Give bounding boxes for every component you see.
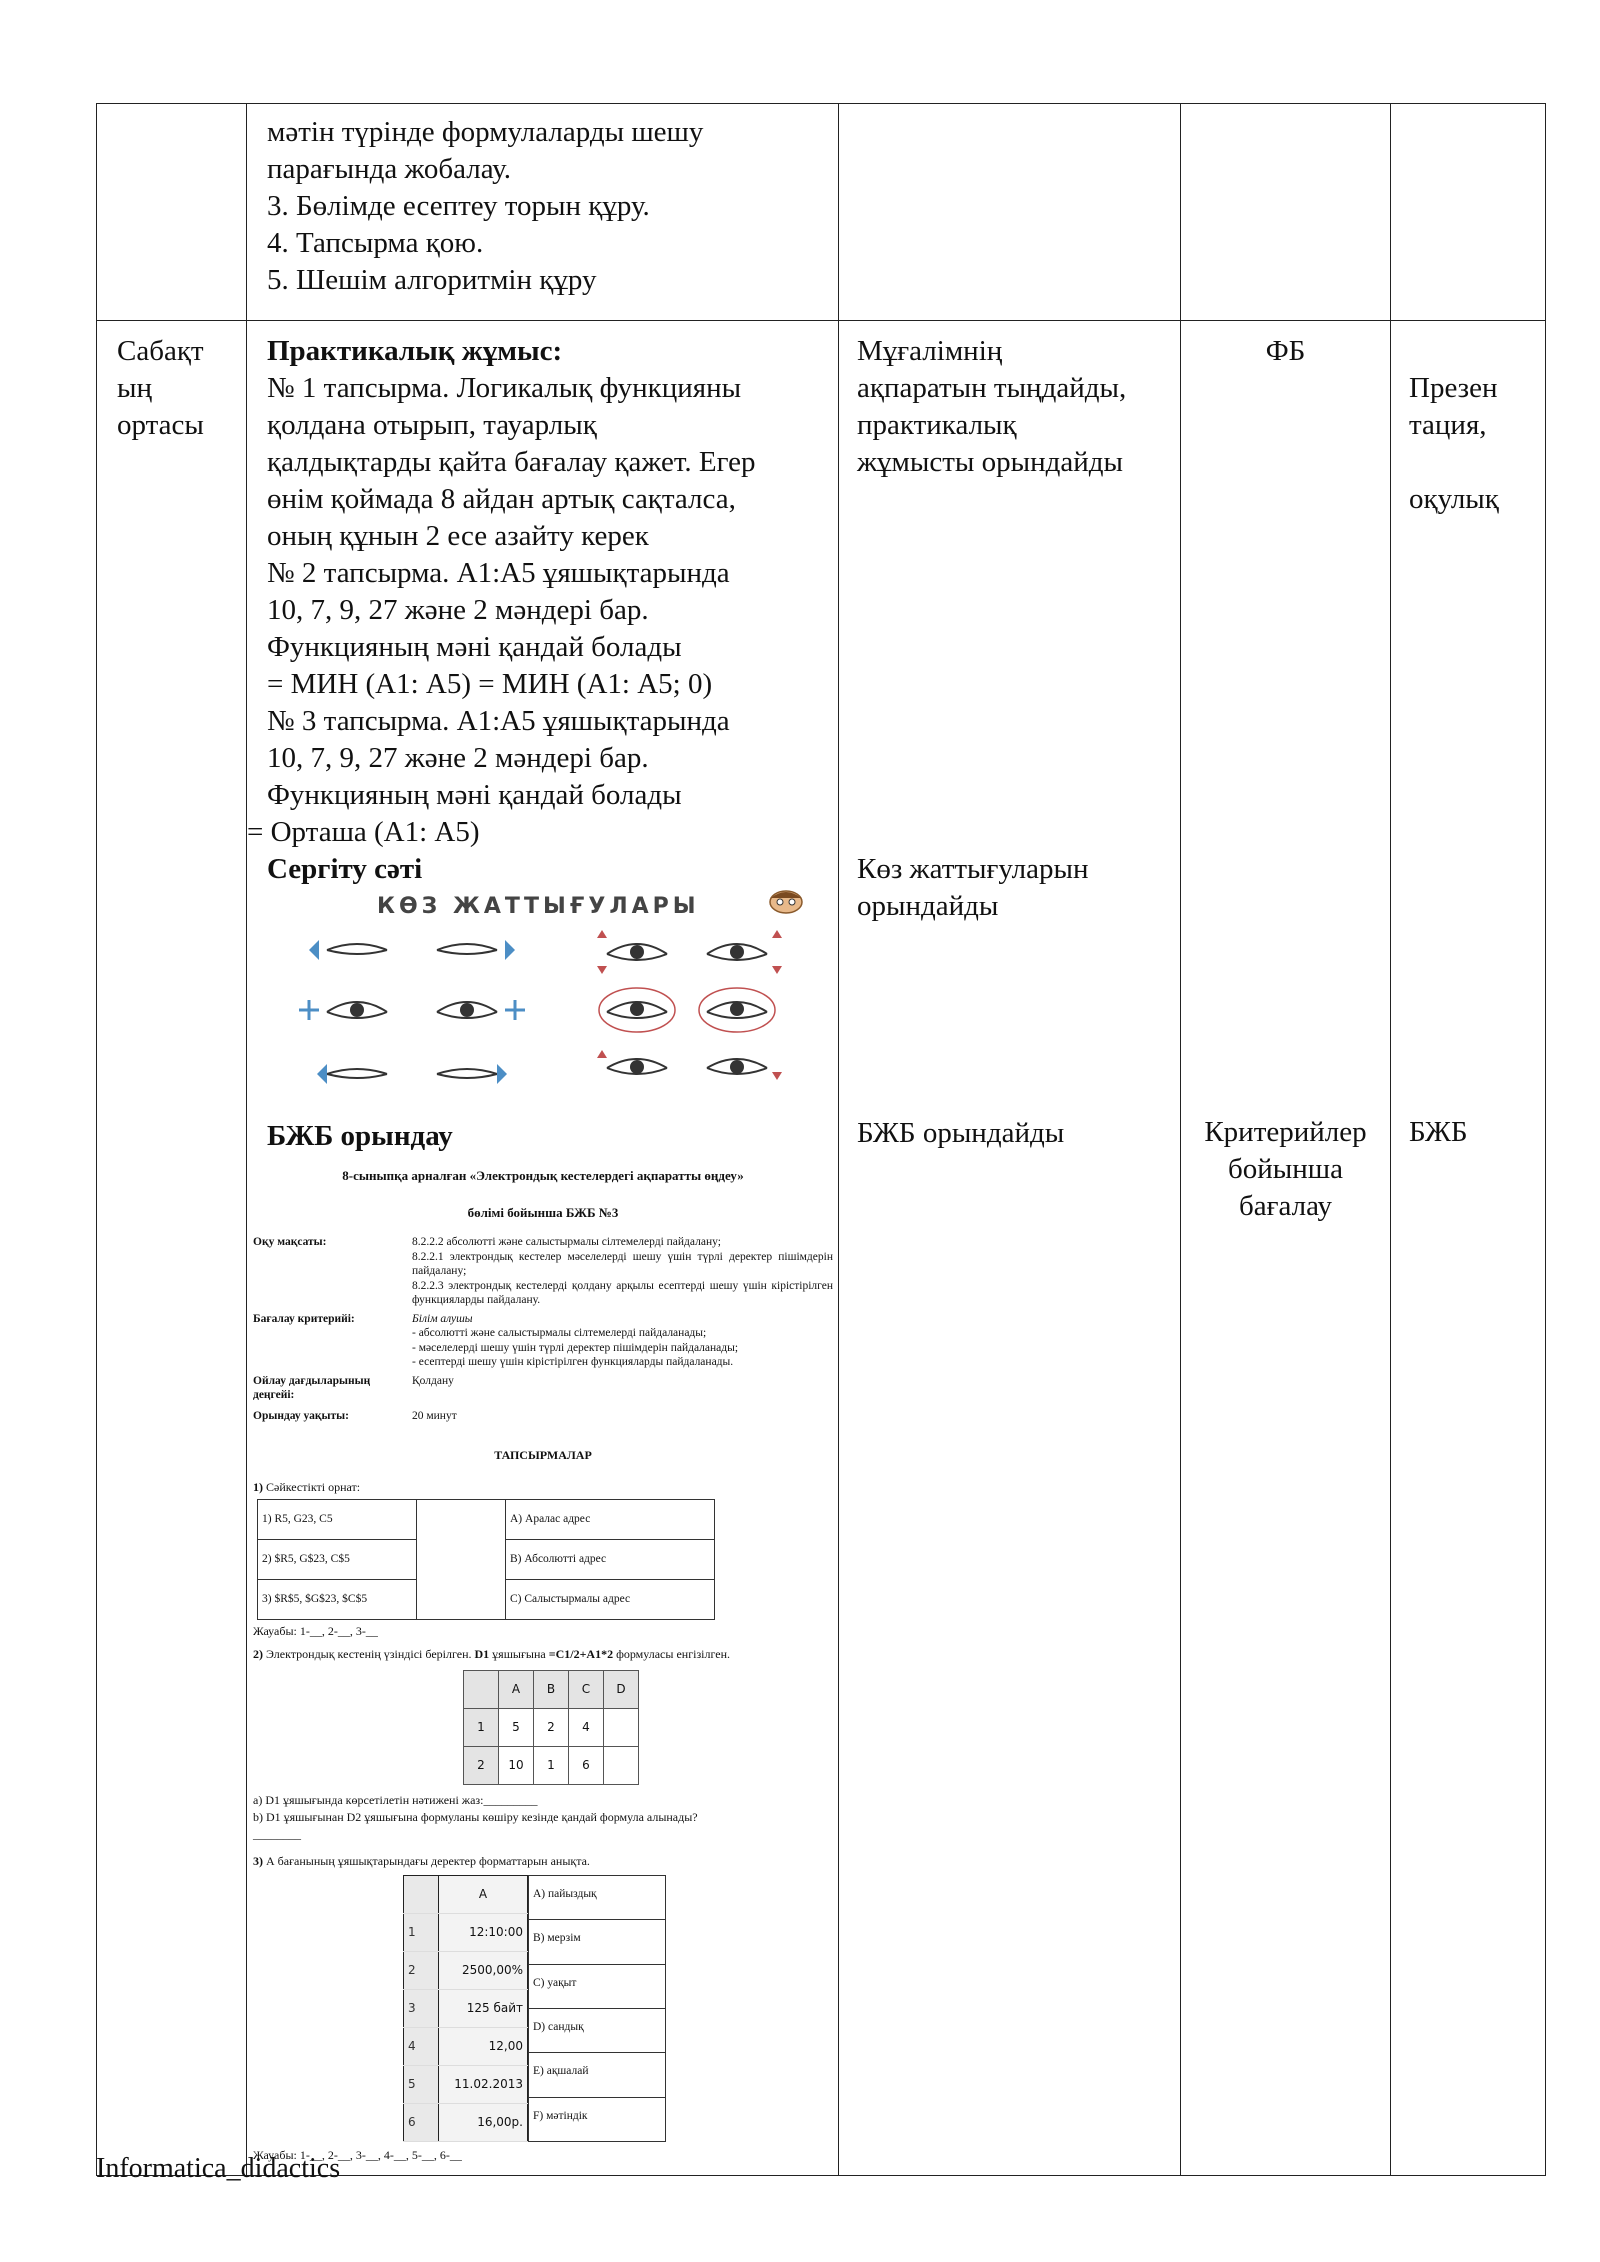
goal-text — [412, 1235, 833, 1308]
table-cell: D) сандық — [529, 2008, 666, 2052]
table-cell — [604, 1747, 639, 1785]
goal-label: Оқу мақсаты: — [253, 1236, 327, 1248]
table-cell: В) Абсолютті адрес — [506, 1540, 715, 1580]
practical-work-title: Практикалық жұмыс: — [267, 335, 563, 367]
text-line: парағында жобалау. — [267, 153, 511, 185]
q-cell: D1 — [474, 1647, 490, 1661]
criteria-line: - мәселелерді шешу үшін түрлі деректер пішімдерін пайдаланады; — [412, 1341, 739, 1354]
answer-line: Жауабы: 1-__, 2-__, 3-__ — [253, 1624, 378, 1638]
sub-question: b) D1 ұяшығынан D2 ұяшығына формуланы көшіру кезінде қандай формула алынады? — [253, 1810, 698, 1824]
eyes-drawing — [267, 888, 807, 1118]
table-row — [464, 1709, 639, 1747]
matching-table — [257, 1499, 715, 1620]
table-row — [404, 1990, 528, 2028]
table-cell: 2 — [404, 1952, 439, 1990]
text-line: БЖБ орындайды — [857, 1117, 1065, 1149]
table-cell: 2500,00% — [439, 1952, 528, 1990]
assessment-cell — [1181, 321, 1391, 2176]
task-formula: = Орташа (А1: А5) — [247, 816, 480, 848]
q-num: 1) — [253, 1480, 263, 1494]
task-line: № 3 тапсырма. А1:А5 ұяшықтарында — [267, 705, 730, 737]
table-cell — [604, 1709, 639, 1747]
text-line: Критерийлер — [1204, 1116, 1367, 1148]
task-line: № 2 тапсырма. А1:А5 ұяшықтарында — [267, 557, 730, 589]
table-cell: 125 байт — [439, 1990, 528, 2028]
table-cell: A — [499, 1671, 534, 1709]
teacher-actions-cell — [247, 104, 839, 321]
assessment-cell — [1181, 104, 1391, 321]
table-cell: B — [534, 1671, 569, 1709]
table-cell: 2 — [464, 1747, 499, 1785]
break-title: Сергіту сәті — [267, 853, 423, 885]
q-text: Сәйкестікті орнат: — [266, 1480, 361, 1494]
table-row — [529, 1964, 666, 2008]
table-row — [529, 2008, 666, 2052]
table-cell: 1 — [534, 1747, 569, 1785]
table-row — [529, 2097, 666, 2141]
criteria-text — [412, 1312, 833, 1370]
text-line: орындайды — [857, 890, 999, 922]
table-cell: E) ақшалай — [529, 2053, 666, 2097]
table-cell: F) мәтіндік — [529, 2097, 666, 2141]
skill-value: Қолдану — [412, 1374, 454, 1387]
q-text: Электрондық кестенің үзіндісі берілген. — [266, 1647, 472, 1661]
sub-question: a) D1 ұяшығында көрсетілетін нәтижені жаз:_________ — [253, 1793, 538, 1807]
table-cell: А) пайыздық — [529, 1876, 666, 1920]
table-cell: А) Аралас адрес — [506, 1500, 715, 1540]
task-line: өнім қоймада 8 айдан артық сақталса, — [267, 483, 736, 515]
table-cell: 1 — [404, 1914, 439, 1952]
table-cell — [404, 1876, 439, 1914]
table-cell — [417, 1500, 506, 1540]
table-row — [97, 321, 1546, 2176]
table-cell: С) Салыстырмалы адрес — [506, 1580, 715, 1620]
table-row — [464, 1671, 639, 1709]
table-row — [258, 1580, 715, 1620]
table-cell: 5 — [499, 1709, 534, 1747]
table-row — [404, 2066, 528, 2104]
summative-assessment-document — [253, 1157, 833, 2163]
table-row — [97, 104, 1546, 321]
criteria-line: - абсолютті және салыстырмалы сілтемелерді пайдаланады; — [412, 1327, 707, 1339]
table-row — [404, 1952, 528, 1990]
table-cell: С) уақыт — [529, 1964, 666, 2008]
table-cell: 6 — [404, 2104, 439, 2142]
lesson-plan-table — [96, 103, 1546, 2176]
table-cell: 1) R5, G23, C5 — [258, 1500, 417, 1540]
table-row — [404, 1914, 528, 1952]
table-cell: 10 — [499, 1747, 534, 1785]
stage-label: ортасы — [117, 409, 204, 441]
task-line: оның құнын 2 есе азайту керек — [267, 520, 649, 552]
table-cell: 3) $R$5, $G$23, $C$5 — [258, 1580, 417, 1620]
table-cell: 12:10:00 — [439, 1914, 528, 1952]
table-cell: 1 — [464, 1709, 499, 1747]
criteria-label: Бағалау критерийі: — [253, 1312, 355, 1325]
resources-cell — [1391, 104, 1546, 321]
sa-heading: 8-сыныпқа арналған «Электрондық кестелердегі ақпаратты өңдеу» — [342, 1168, 744, 1183]
time-label: Орындау уақыты: — [253, 1409, 349, 1422]
answer-line: Жауабы: 1-__, 2-__, 3-__, 4-__, 5-__, 6-__ — [253, 2148, 462, 2162]
table-cell — [464, 1671, 499, 1709]
task-line: Функцияның мәні қандай болады — [267, 779, 682, 811]
table-cell — [417, 1540, 506, 1580]
table-cell: 2) $R5, G$23, C$5 — [258, 1540, 417, 1580]
table-row — [529, 1876, 666, 1920]
task-line: № 1 тапсырма. Логикалық функцияны — [267, 372, 742, 404]
table-row — [464, 1747, 639, 1785]
footer-text: Informatica_didactics — [96, 2153, 341, 2184]
table-cell: 3 — [404, 1990, 439, 2028]
criteria-intro: Білім алушы — [412, 1312, 473, 1325]
table-cell: 5 — [404, 2066, 439, 2104]
table-cell: A — [439, 1876, 528, 1914]
table-cell: 6 — [569, 1747, 604, 1785]
table-cell: 16,00р. — [439, 2104, 528, 2142]
assessment-label: ФБ — [1265, 335, 1306, 367]
text-line: Мұғалімнің — [857, 335, 1003, 367]
task-line: Функцияның мәні қандай болады — [267, 631, 682, 663]
time-value: 20 минут — [412, 1409, 457, 1422]
sa-subheading: бөлімі бойынша БЖБ №3 — [467, 1205, 619, 1220]
task-line: = МИН (А1: А5) = МИН (А1: А5; 0) — [267, 668, 713, 700]
stage-cell — [97, 104, 247, 321]
sa-info-grid — [253, 1235, 833, 1423]
text-line: БЖБ — [1409, 1116, 1468, 1148]
teacher-actions-cell — [247, 321, 839, 2176]
table-cell: 11.02.2013 — [439, 2066, 528, 2104]
table-row — [258, 1540, 715, 1580]
goal-line: 8.2.2.2 абсолютті және салыстырмалы сілтемелерді пайдалану; — [412, 1236, 721, 1248]
text-line: 5. Шешім алгоритмін құру — [267, 264, 597, 296]
table-row — [404, 2028, 528, 2066]
text-line: жұмысты орындайды — [857, 446, 1124, 478]
text-line: оқулық — [1409, 483, 1499, 515]
sa-title: БЖБ орындау — [267, 1120, 453, 1152]
q-num: 2) — [253, 1647, 263, 1661]
text-line: 4. Тапсырма қою. — [267, 227, 484, 259]
table-row — [529, 2053, 666, 2097]
format-options-table — [528, 1875, 666, 2142]
table-cell: D — [604, 1671, 639, 1709]
text-line: тация, — [1409, 409, 1487, 441]
table-cell: 12,00 — [439, 2028, 528, 2066]
table-cell: В) мерзім — [529, 1920, 666, 1964]
question-2 — [253, 1647, 833, 1662]
table-row — [258, 1500, 715, 1540]
stage-label: Сабақт — [117, 335, 204, 367]
table-cell — [417, 1580, 506, 1620]
format-values-table — [403, 1875, 528, 2142]
text-line: Презен — [1409, 372, 1498, 404]
table-cell: 4 — [569, 1709, 604, 1747]
table-row — [404, 1876, 528, 1914]
task-line: қолдана отырып, тауарлық — [267, 409, 597, 441]
text-line: практикалық — [857, 409, 1017, 441]
question-1 — [253, 1480, 833, 1495]
resources-cell — [1391, 321, 1546, 2176]
text-line: 3. Бөлімде есептеу торын құру. — [267, 190, 650, 222]
eye-exercises-image — [267, 888, 807, 1118]
table-cell: 2 — [534, 1709, 569, 1747]
question-3 — [253, 1854, 833, 1869]
skill-label: Ойлау дағдыларының деңгейі: — [253, 1374, 371, 1401]
task-line: 10, 7, 9, 27 және 2 мәндері бар. — [267, 742, 649, 774]
table-row — [404, 2104, 528, 2142]
q-text: формуласы енгізілген. — [616, 1647, 731, 1661]
student-actions-cell — [839, 104, 1181, 321]
format-question — [403, 1875, 833, 2142]
task-line: 10, 7, 9, 27 және 2 мәндері бар. — [267, 594, 649, 626]
q-text: ұяшығына — [492, 1647, 546, 1661]
eye-exercises-title: КӨЗ ЖАТТЫҒУЛАРЫ — [377, 894, 700, 919]
text-line: бағалау — [1238, 1190, 1333, 1222]
goal-line: 8.2.2.1 электрондық кестелер мәселелерді шешу үшін түрлі деректер пішімдерін пайдалану; — [412, 1250, 833, 1277]
text-line: мәтін түрінде формулаларды шешу — [267, 116, 704, 148]
task-line: қалдықтарды қайта бағалау қажет. Егер — [267, 446, 756, 478]
q-text: А бағанының ұяшықтарындағы деректер форматтарын анықта. — [266, 1854, 590, 1868]
tasks-heading: ТАПСЫРМАЛАР — [494, 1448, 592, 1462]
table-cell: C — [569, 1671, 604, 1709]
table-row — [529, 1920, 666, 1964]
stage-cell — [97, 321, 247, 2176]
text-line: Көз жаттығуларын — [857, 853, 1089, 885]
text-line: бойынша — [1228, 1153, 1343, 1185]
spreadsheet-fragment — [463, 1670, 639, 1785]
table-cell: 4 — [404, 2028, 439, 2066]
student-actions-cell — [839, 321, 1181, 2176]
stage-label: ың — [117, 372, 153, 404]
text-line: ақпаратын тыңдайды, — [857, 372, 1127, 404]
criteria-line: - есептерді шешу үшін кірістірілген функцияларды пайдаланады. — [412, 1356, 734, 1368]
goal-line: 8.2.2.3 электрондық кестелерді қолдану арқылы есептерді шешу үшін кірістірілген функцияларды пайдалану. — [412, 1279, 833, 1306]
q-formula: =C1/2+A1*2 — [548, 1647, 614, 1661]
answer-blank: ________ — [253, 1827, 301, 1841]
q-num: 3) — [253, 1854, 263, 1868]
